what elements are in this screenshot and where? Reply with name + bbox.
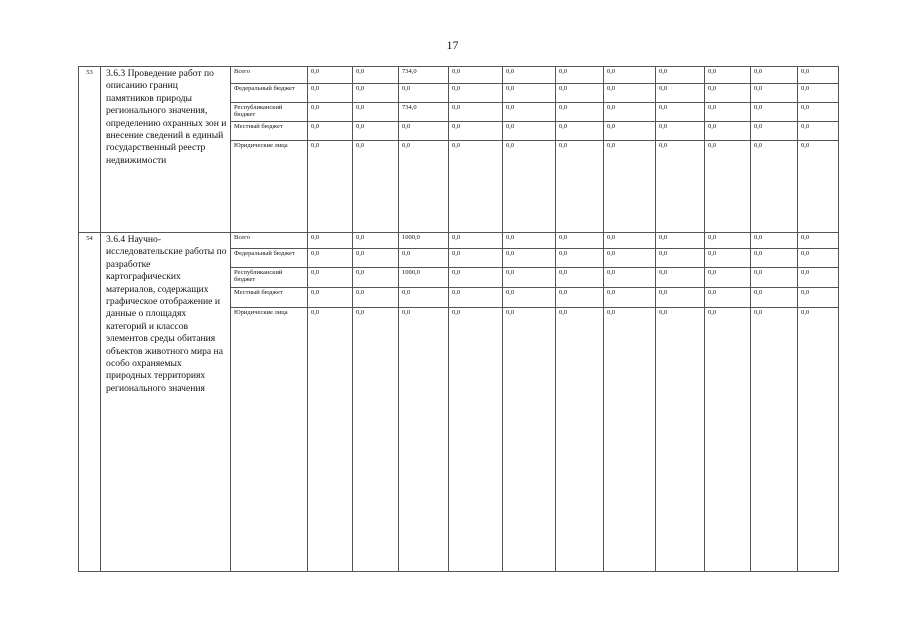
amount-cell: 0,0: [353, 268, 399, 288]
amount-cell: 1000,0: [399, 233, 449, 249]
amount-cell: 0,0: [353, 84, 399, 103]
amount-cell: 0,0: [449, 103, 503, 122]
amount-cell: 0,0: [503, 141, 556, 233]
amount-cell: 0,0: [798, 308, 839, 572]
amount-cell: 0,0: [399, 249, 449, 268]
amount-cell: 0,0: [604, 288, 656, 308]
amount-cell: 0,0: [705, 84, 751, 103]
amount-cell: 0,0: [503, 308, 556, 572]
amount-cell: 0,0: [353, 288, 399, 308]
amount-cell: 0,0: [503, 103, 556, 122]
amount-cell: 0,0: [656, 103, 705, 122]
funding-source: Всего: [231, 233, 308, 249]
amount-cell: 0,0: [449, 233, 503, 249]
amount-cell: 0,0: [798, 103, 839, 122]
amount-cell: 0,0: [353, 308, 399, 572]
table-row: [79, 233, 839, 249]
amount-cell: 0,0: [556, 288, 604, 308]
amount-cell: 0,0: [751, 84, 798, 103]
row-number: 54: [79, 233, 101, 572]
amount-cell: 0,0: [751, 122, 798, 141]
amount-cell: 734,0: [399, 103, 449, 122]
amount-cell: 0,0: [751, 233, 798, 249]
page-number: 17: [446, 38, 459, 52]
amount-cell: 1000,0: [399, 268, 449, 288]
amount-cell: 0,0: [353, 233, 399, 249]
amount-cell: 0,0: [449, 141, 503, 233]
amount-cell: 0,0: [556, 268, 604, 288]
amount-cell: 0,0: [604, 268, 656, 288]
amount-cell: 0,0: [656, 122, 705, 141]
amount-cell: 0,0: [503, 249, 556, 268]
amount-cell: 0,0: [399, 288, 449, 308]
amount-cell: 0,0: [353, 122, 399, 141]
amount-cell: 0,0: [308, 84, 353, 103]
amount-cell: 0,0: [604, 233, 656, 249]
amount-cell: 0,0: [353, 103, 399, 122]
amount-cell: 0,0: [449, 122, 503, 141]
amount-cell: 0,0: [449, 67, 503, 84]
amount-cell: 0,0: [705, 249, 751, 268]
amount-cell: 0,0: [705, 103, 751, 122]
amount-cell: 0,0: [705, 268, 751, 288]
amount-cell: 0,0: [308, 233, 353, 249]
amount-cell: 0,0: [556, 122, 604, 141]
amount-cell: 0,0: [556, 233, 604, 249]
amount-cell: 0,0: [308, 141, 353, 233]
activity-title: 3.6.3 Проведение работ по описанию границ памятников природы регионального значения, определению охранных зон и внесение сведений в единый государственный реестр недвижимости: [101, 67, 231, 233]
amount-cell: 0,0: [556, 308, 604, 572]
amount-cell: 0,0: [556, 67, 604, 84]
amount-cell: 0,0: [705, 122, 751, 141]
activity-title: 3.6.4 Научно-исследовательские работы по разработке картографических материалов, содержащих графическое отображение и данные о площадях категорий и классов элементов среды обитания объектов животного мира на особо охраняемых природных территориях регионального значения: [101, 233, 231, 572]
amount-cell: 0,0: [751, 288, 798, 308]
amount-cell: 0,0: [308, 103, 353, 122]
amount-cell: 0,0: [308, 308, 353, 572]
amount-cell: 0,0: [503, 67, 556, 84]
amount-cell: 0,0: [798, 288, 839, 308]
amount-cell: 0,0: [798, 141, 839, 233]
amount-cell: 0,0: [604, 84, 656, 103]
amount-cell: 0,0: [503, 268, 556, 288]
amount-cell: 0,0: [656, 268, 705, 288]
amount-cell: 0,0: [399, 122, 449, 141]
funding-source: Местный бюджет: [231, 288, 308, 308]
funding-source: Республиканский бюджет: [231, 103, 308, 122]
amount-cell: 0,0: [705, 288, 751, 308]
amount-cell: 0,0: [705, 233, 751, 249]
amount-cell: 0,0: [705, 308, 751, 572]
amount-cell: 0,0: [656, 249, 705, 268]
funding-source: Республиканский бюджет: [231, 268, 308, 288]
amount-cell: 0,0: [449, 288, 503, 308]
amount-cell: 0,0: [798, 122, 839, 141]
amount-cell: 0,0: [399, 308, 449, 572]
amount-cell: 0,0: [556, 249, 604, 268]
amount-cell: 0,0: [399, 141, 449, 233]
amount-cell: 0,0: [705, 67, 751, 84]
amount-cell: 0,0: [751, 141, 798, 233]
funding-source: Всего: [231, 67, 308, 84]
amount-cell: 0,0: [751, 67, 798, 84]
amount-cell: 0,0: [656, 84, 705, 103]
amount-cell: 0,0: [308, 249, 353, 268]
amount-cell: 0,0: [503, 233, 556, 249]
funding-source: Юридические лица: [231, 141, 308, 233]
amount-cell: 0,0: [751, 249, 798, 268]
amount-cell: 734,0: [399, 67, 449, 84]
amount-cell: 0,0: [449, 84, 503, 103]
amount-cell: 0,0: [751, 268, 798, 288]
amount-cell: 0,0: [449, 249, 503, 268]
amount-cell: 0,0: [503, 122, 556, 141]
funding-source: Юридические лица: [231, 308, 308, 572]
amount-cell: 0,0: [556, 103, 604, 122]
amount-cell: 0,0: [656, 141, 705, 233]
row-number: 53: [79, 67, 101, 233]
amount-cell: 0,0: [798, 84, 839, 103]
amount-cell: 0,0: [308, 268, 353, 288]
amount-cell: 0,0: [604, 122, 656, 141]
amount-cell: 0,0: [798, 67, 839, 84]
amount-cell: 0,0: [449, 268, 503, 288]
amount-cell: 0,0: [751, 308, 798, 572]
amount-cell: 0,0: [353, 249, 399, 268]
amount-cell: 0,0: [399, 84, 449, 103]
amount-cell: 0,0: [449, 308, 503, 572]
amount-cell: 0,0: [503, 84, 556, 103]
amount-cell: 0,0: [604, 103, 656, 122]
amount-cell: 0,0: [308, 288, 353, 308]
amount-cell: 0,0: [353, 141, 399, 233]
amount-cell: 0,0: [705, 141, 751, 233]
funding-source: Местный бюджет: [231, 122, 308, 141]
amount-cell: 0,0: [353, 67, 399, 84]
amount-cell: 0,0: [798, 249, 839, 268]
budget-table: [78, 66, 839, 572]
amount-cell: 0,0: [556, 84, 604, 103]
amount-cell: 0,0: [798, 268, 839, 288]
table-row: [79, 67, 839, 84]
amount-cell: 0,0: [604, 141, 656, 233]
amount-cell: 0,0: [656, 308, 705, 572]
amount-cell: 0,0: [308, 122, 353, 141]
amount-cell: 0,0: [656, 233, 705, 249]
amount-cell: 0,0: [503, 288, 556, 308]
amount-cell: 0,0: [604, 249, 656, 268]
funding-source: Федеральный бюджет: [231, 249, 308, 268]
amount-cell: 0,0: [656, 288, 705, 308]
amount-cell: 0,0: [308, 67, 353, 84]
amount-cell: 0,0: [798, 233, 839, 249]
amount-cell: 0,0: [751, 103, 798, 122]
amount-cell: 0,0: [604, 308, 656, 572]
amount-cell: 0,0: [556, 141, 604, 233]
funding-source: Федеральный бюджет: [231, 84, 308, 103]
amount-cell: 0,0: [604, 67, 656, 84]
amount-cell: 0,0: [656, 67, 705, 84]
